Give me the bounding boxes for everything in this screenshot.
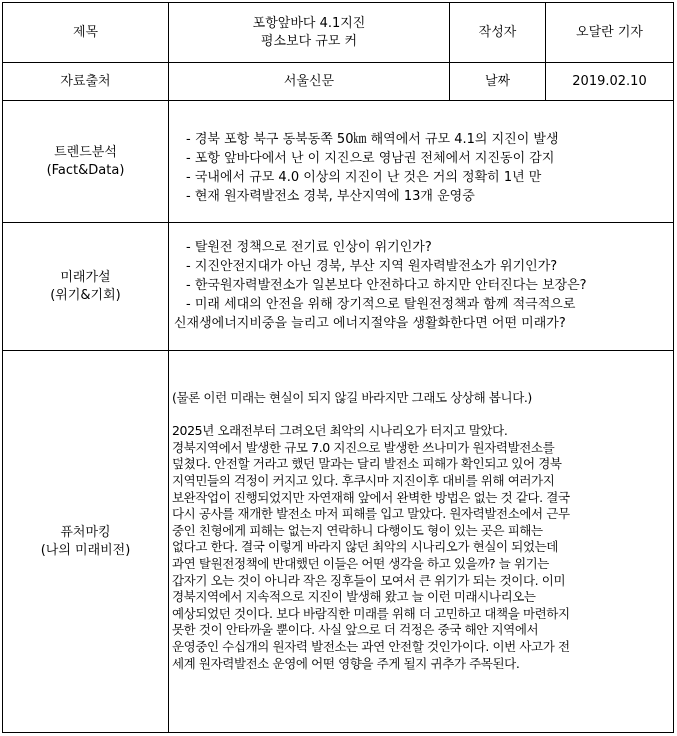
column-divider <box>168 2 169 733</box>
paragraph-gap <box>172 407 672 424</box>
essay-intro: (물론 이런 미래는 현실이 되지 않길 바라지만 그래도 상상해 봅니다.) <box>172 390 532 405</box>
essay-line: 다시 공사를 재개한 발전소 마저 피해를 입고 말았다. 원자력발전소에서 근무 <box>172 506 570 522</box>
essay-line: 경북지역에서 지속적으로 지진이 발생해 왔고 늘 이런 미래시나리오는 <box>172 589 536 605</box>
title-label: 제목 <box>72 24 99 40</box>
date-value-cell <box>546 63 673 100</box>
hypothesis-label-cell <box>3 223 168 350</box>
source-label-cell <box>3 63 168 100</box>
essay-line: 2025년 오래전부터 그려오던 최악의 시나리오가 터지고 말았다. <box>172 423 508 439</box>
source-label: 자료출처 <box>60 73 111 89</box>
essay-line: 운영중인 수십개의 원자력 발전소는 과연 안전할 것인가이다. 이번 사고가 전 <box>172 638 570 654</box>
author-label-cell <box>450 3 545 62</box>
hypothesis-label-line-2: (위기&기회) <box>50 287 121 303</box>
futuring-essay <box>172 390 672 672</box>
futuring-label-line-2: (나의 미래비전) <box>40 543 131 558</box>
hypothesis-label-line-1: 미래가설 <box>60 269 111 285</box>
essay-line: 예상되었던 것이다. 보다 바람직한 미래를 위해 더 고민하고 대책을 마련하지 <box>172 605 570 621</box>
author-label: 작성자 <box>478 24 517 40</box>
trend-list <box>186 130 672 206</box>
title-label-cell <box>3 3 168 62</box>
essay-line: 갑자기 오는 것이 아니라 작은 징후들이 모여서 큰 위기가 되는 것이다. 이미 <box>172 572 566 588</box>
hypothesis-item: - 탈원전 정책으로 전기료 인상이 위기인가? <box>186 240 432 255</box>
title-line-2: 평소보다 규모 커 <box>260 33 358 49</box>
futuring-label-cell <box>3 351 168 733</box>
date-label: 날짜 <box>484 73 511 89</box>
essay-line: 과연 탈원전정책에 반대했던 이들은 어떤 생각을 하고 있을까? 늘 위기는 <box>172 555 549 571</box>
essay-line: 못한 것이 안타까울 뿐이다. 사실 앞으로 더 걱정은 중국 해안 지역에서 <box>172 622 539 638</box>
essay-line: 세계 원자력발전소 운영에 어떤 영향을 주게 될지 귀추가 주목된다. <box>172 655 520 671</box>
hypothesis-list <box>174 238 672 333</box>
essay-line: 보완작업이 진행되었지만 자연재해 앞에서 완벽한 방법은 없는 것 같다. 결국 <box>172 489 570 505</box>
title-line-1: 포항앞바다 4.1지진 <box>252 15 366 31</box>
trend-item: - 국내에서 규모 4.0 이상의 지진이 난 것은 거의 정확히 1년 만 <box>186 170 542 185</box>
author-value: 오달란 기자 <box>576 24 643 40</box>
date-value: 2019.02.10 <box>572 73 647 89</box>
trend-item: - 경북 포항 북구 동북동쪽 50㎞ 해역에서 규모 4.1의 지진이 발생 <box>186 132 559 147</box>
trend-label-cell <box>3 101 168 222</box>
hypothesis-item: - 미래 세대의 안전을 위해 장기적으로 탈원전정책과 함께 적극적으로 <box>186 297 576 312</box>
source-value: 서울신문 <box>283 73 335 89</box>
futuring-label-line-1: 퓨처마킹 <box>60 525 111 540</box>
author-value-cell <box>546 3 673 62</box>
date-label-cell <box>450 63 545 100</box>
trend-item: - 포항 앞바다에서 난 이 지진으로 영남권 전체에서 지진동이 감지 <box>186 151 555 166</box>
essay-line: 덮쳤다. 안전할 거라고 했던 말과는 달리 발전소 피해가 확인되고 있어 경북 <box>172 456 562 472</box>
title-cell <box>169 3 449 62</box>
hypothesis-item: 신재생에너지비중을 늘리고 에너지절약을 생활화한다면 어떤 미래가? <box>174 316 566 331</box>
hypothesis-item: - 한국원자력발전소가 일본보다 안전하다고 하지만 안터진다는 보장은? <box>186 278 587 293</box>
hypothesis-item: - 지진안전지대가 아닌 경북, 부산 지역 원자력발전소가 위기인가? <box>186 259 558 274</box>
essay-line: 경북지역에서 발생한 규모 7.0 지진으로 발생한 쓰나미가 원자력발전소를 <box>172 439 555 455</box>
trend-item: - 현재 원자력발전소 경북, 부산지역에 13개 운영중 <box>186 189 475 204</box>
trend-label-line-2: (Fact&Data) <box>46 162 125 178</box>
essay-line: 지역민들의 걱정이 커지고 있다. 후쿠시마 지진이후 대비를 위해 여러가지 <box>172 472 555 488</box>
essay-line: 없다고 한다. 결국 이렇게 바라지 않던 최악의 시나리오가 현실이 되었는데 <box>172 539 558 555</box>
trend-label-line-1: 트렌드분석 <box>54 144 117 160</box>
essay-line: 중인 친형에게 피해는 없는지 연락하니 다행이도 형이 있는 곳은 피해는 <box>172 522 543 538</box>
source-value-cell <box>169 63 449 100</box>
